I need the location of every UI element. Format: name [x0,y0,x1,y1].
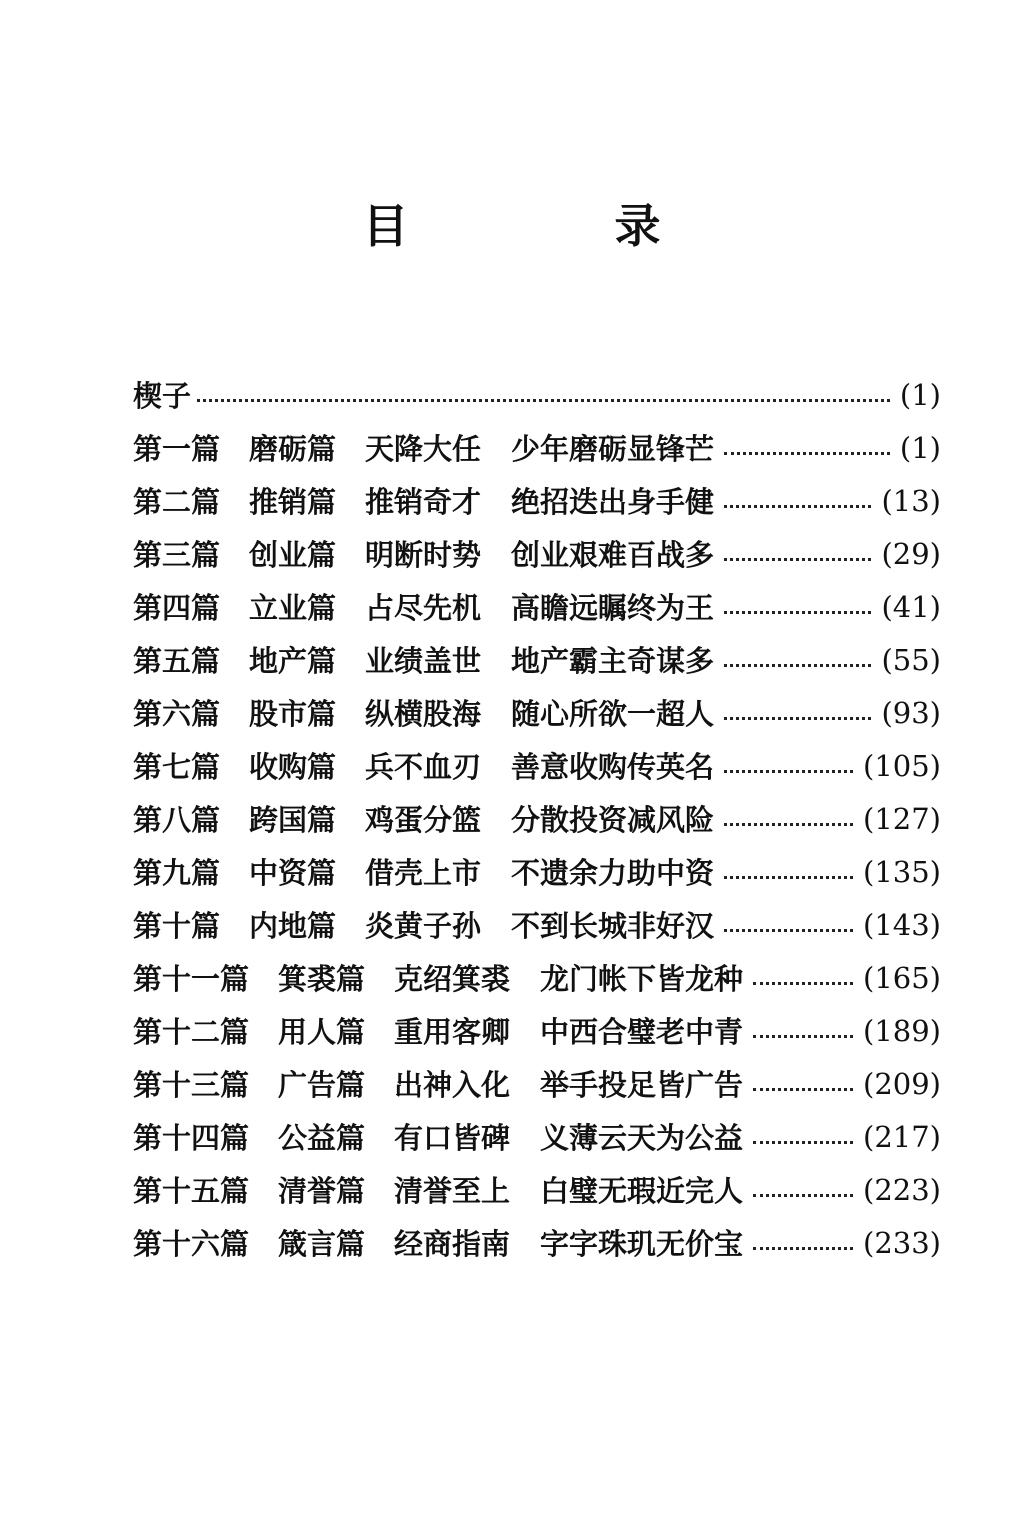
entry-section: 收购篇 [249,750,337,784]
toc-entry-1[interactable] [133,421,941,474]
entry-number: 第十二篇 [133,1015,250,1049]
entry-page: (233) [863,1225,941,1260]
entry-number: 第六篇 [133,697,221,731]
entry-page: (13) [881,483,941,518]
entry-page: (135) [863,854,941,889]
entry-phrase: 天降大任 [365,432,482,466]
entry-section: 推销篇 [249,485,337,519]
toc-entry-4[interactable] [133,580,941,633]
dot-leader [724,505,871,508]
entry-number: 第三篇 [133,538,221,572]
dot-leader [753,1194,853,1197]
toc-entry-3[interactable] [133,527,941,580]
entry-phrase: 出神入化 [394,1068,511,1102]
entry-number: 第五篇 [133,644,221,678]
entry-phrase: 克绍箕裘 [394,962,511,996]
entry-section: 内地篇 [249,909,337,943]
entry-page: (209) [863,1066,941,1101]
entry-page: (223) [863,1172,941,1207]
toc-entry-5[interactable] [133,633,941,686]
entry-number: 第十三篇 [133,1068,250,1102]
toc-entry-prologue[interactable] [133,368,941,421]
dot-leader [724,664,871,667]
entry-number: 第十篇 [133,909,221,943]
toc-entry-16[interactable] [133,1216,941,1269]
entry-headline: 举手投足皆广告 [540,1068,744,1102]
entry-section: 箴言篇 [278,1227,366,1261]
dot-leader [724,558,871,561]
entry-page: (217) [863,1119,941,1154]
entry-headline: 义薄云天为公益 [540,1121,744,1155]
entry-headline: 不到长城非好汉 [511,909,715,943]
entry-number: 第十六篇 [133,1227,250,1261]
page-title: 目 录 [362,199,741,253]
entry-phrase: 重用客卿 [394,1015,511,1049]
entry-headline: 中西合璧老中青 [540,1015,744,1049]
entry-phrase: 炎黄子孙 [365,909,482,943]
entry-headline: 随心所欲一超人 [511,697,715,731]
entry-page: (41) [881,589,941,624]
entry-number: 第八篇 [133,803,221,837]
entry-page: (105) [863,748,941,783]
dot-leader [724,770,853,773]
entry-headline: 绝招迭出身手健 [511,485,715,519]
entry-page: (29) [881,536,941,571]
entry-headline: 高瞻远瞩终为王 [511,591,715,625]
entry-section: 中资篇 [249,856,337,890]
dot-leader [724,823,853,826]
entry-headline: 地产霸主奇谋多 [511,644,715,678]
entry-page: (189) [863,1013,941,1048]
dot-leader [724,452,890,455]
entry-phrase: 占尽先机 [365,591,482,625]
entry-headline: 白璧无瑕近完人 [540,1174,744,1208]
entry-phrase: 经商指南 [394,1227,511,1261]
entry-headline: 善意收购传英名 [511,750,715,784]
entry-phrase: 兵不血刃 [365,750,482,784]
entry-phrase: 借壳上市 [365,856,482,890]
entry-number: 第十五篇 [133,1174,250,1208]
toc-entry-10[interactable] [133,898,941,951]
toc-entry-7[interactable] [133,739,941,792]
dot-leader [753,982,853,985]
entry-page: (93) [881,695,941,730]
toc-entry-14[interactable] [133,1110,941,1163]
entry-phrase: 推销奇才 [365,485,482,519]
dot-leader [724,929,853,932]
entry-section: 公益篇 [278,1121,366,1155]
dot-leader [753,1247,853,1250]
table-of-contents [133,368,941,1269]
entry-headline: 不遗余力助中资 [511,856,715,890]
entry-phrase: 有口皆碑 [394,1121,511,1155]
entry-number: 第四篇 [133,591,221,625]
toc-entry-15[interactable] [133,1163,941,1216]
dot-leader [197,399,890,402]
dot-leader [724,611,871,614]
entry-headline: 字字珠玑无价宝 [540,1227,744,1261]
dot-leader [753,1035,853,1038]
dot-leader [753,1088,853,1091]
entry-number: 第九篇 [133,856,221,890]
toc-entry-9[interactable] [133,845,941,898]
entry-page: (1) [899,377,941,412]
entry-page: (143) [863,907,941,942]
entry-section: 创业篇 [249,538,337,572]
entry-phrase: 清誉至上 [394,1174,511,1208]
entry-page: (127) [863,801,941,836]
entry-number: 第七篇 [133,750,221,784]
dot-leader [753,1141,853,1144]
entry-section: 箕裘篇 [278,962,366,996]
entry-headline: 分散投资减风险 [511,803,715,837]
entry-headline: 龙门帐下皆龙种 [540,962,744,996]
entry-section: 用人篇 [278,1015,366,1049]
entry-section: 清誉篇 [278,1174,366,1208]
toc-entry-8[interactable] [133,792,941,845]
entry-section: 地产篇 [249,644,337,678]
entry-phrase: 纵横股海 [365,697,482,731]
entry-headline: 创业艰难百战多 [511,538,715,572]
toc-entry-11[interactable] [133,951,941,1004]
entry-phrase: 业绩盖世 [365,644,482,678]
entry-number: 第十一篇 [133,962,250,996]
entry-page: (55) [881,642,941,677]
toc-entry-13[interactable] [133,1057,941,1110]
entry-number: 第十四篇 [133,1121,250,1155]
entry-section: 股市篇 [249,697,337,731]
entry-section: 磨砺篇 [249,432,337,466]
entry-title: 楔子 [133,379,192,413]
entry-section: 跨国篇 [249,803,337,837]
entry-headline: 少年磨砺显锋芒 [511,432,715,466]
entry-number: 第一篇 [133,432,221,466]
entry-page: (165) [863,960,941,995]
entry-section: 立业篇 [249,591,337,625]
dot-leader [724,717,871,720]
entry-number: 第二篇 [133,485,221,519]
dot-leader [724,876,853,879]
entry-section: 广告篇 [278,1068,366,1102]
toc-entry-2[interactable] [133,474,941,527]
toc-entry-6[interactable] [133,686,941,739]
entry-page: (1) [899,430,941,465]
toc-entry-12[interactable] [133,1004,941,1057]
entry-phrase: 明断时势 [365,538,482,572]
entry-phrase: 鸡蛋分篮 [365,803,482,837]
